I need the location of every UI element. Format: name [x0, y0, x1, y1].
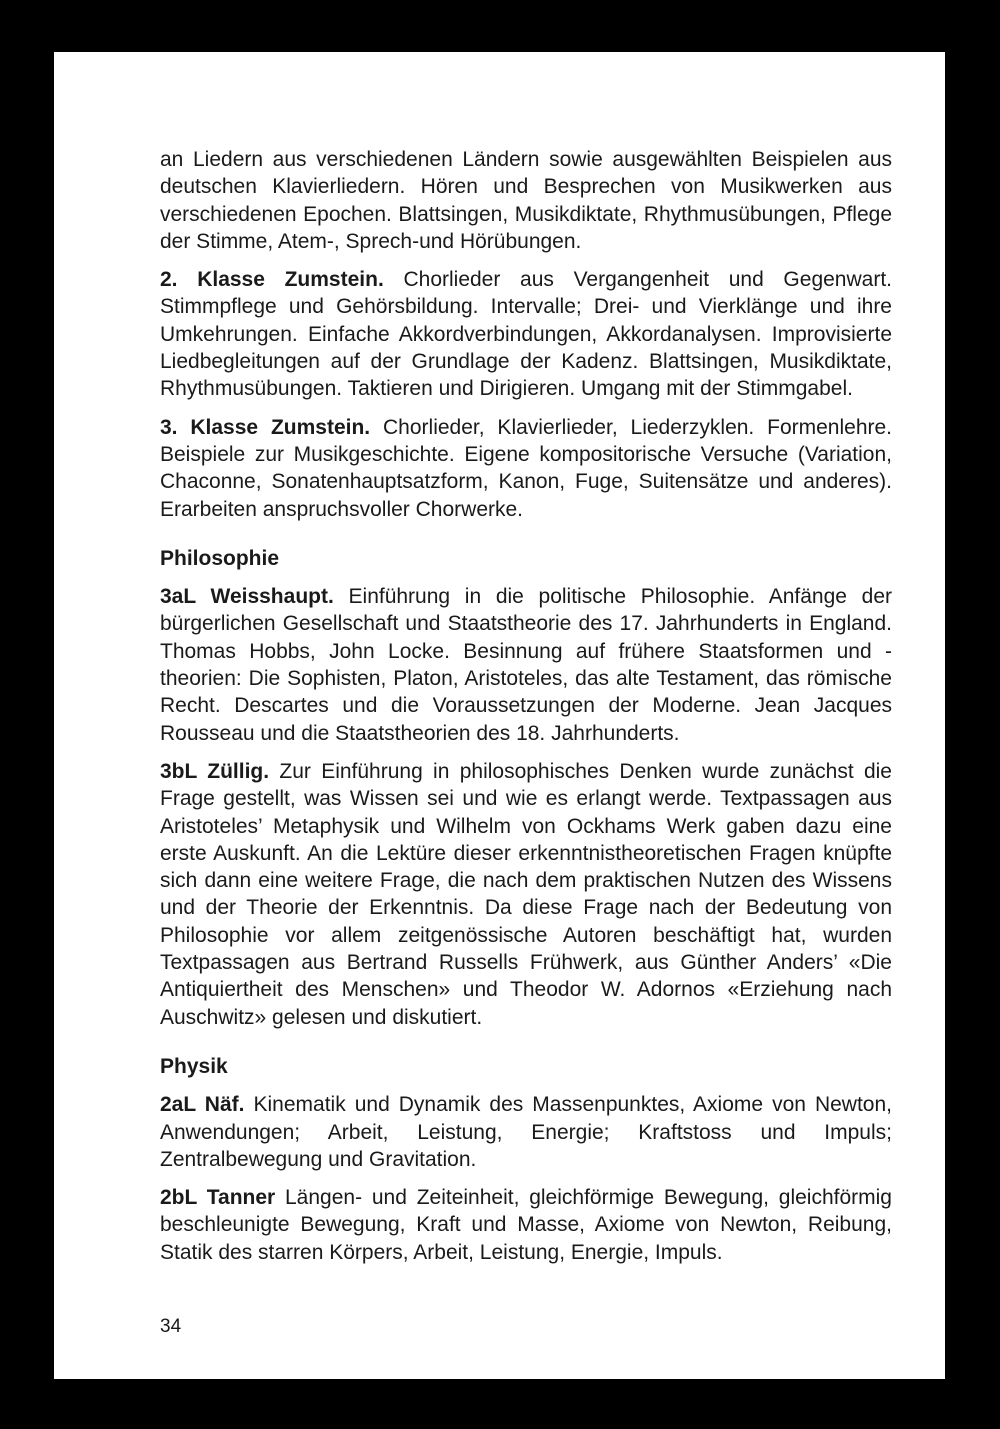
paragraph-text: Kinematik und Dynamik des Massenpunktes, Axiome von Newton, Anwendungen; Arbeit, Leistung, Energie; Kraftstoss und Impuls; Zentralbewegung und Gravitation.	[160, 1093, 892, 1171]
section-heading-physik: Physik	[160, 1054, 228, 1078]
page-content	[160, 146, 892, 1266]
document-page	[54, 52, 945, 1379]
paragraph-philosophie-3bl	[160, 758, 892, 1031]
paragraph-text: Chorlieder, Klavierlieder, Liederzyklen. Formenlehre. Beispiele zur Musikgeschichte. Eigene kompositorische Versuche (Variation, Chaconne, Sonatenhauptsatzform, Kanon, Fuge, Suitensätze und anderes). Erarbeiten anspruchsvoller Chorwerke.	[160, 415, 893, 521]
paragraph-text: Chorlieder aus Vergangenheit und Gegenwart. Stimmpflege und Gehörsbildung. Intervalle; Drei- und Vierklänge und ihre Umkehrungen. Einfache Akkordverbindungen, Akkordanalysen. Improvisierte Liedbegleitungen auf der Grundlage der Kadenz. Blattsingen, Musikdiktate, Rhythmusübungen. Taktieren und Dirigieren. Umgang mit der Stimmgabel.	[160, 268, 892, 401]
paragraph-music-class-3	[160, 414, 892, 523]
paragraph-text: Längen- und Zeiteinheit, gleichförmige Bewegung, gleichförmig beschleunigte Bewegung, Kraft und Masse, Axiome von Newton, Reibung, Statik des starren Körpers, Arbeit, Leistung, Energie, Impuls.	[160, 1186, 892, 1264]
paragraph-lead: 3bL Züllig.	[160, 759, 270, 783]
paragraph-lead: 3aL Weisshaupt.	[160, 585, 334, 609]
paragraph-text: Einführung in die politische Philosophie. Anfänge der bürgerlichen Gesellschaft und Staatstheorie des 17. Jahrhunderts in England. Thomas Hobbs, John Locke. Besinnung auf frühere Staatsformen und -theorien: Die Sophisten, Platon, Aristoteles, das alte Testament, das römische Recht. Descartes und die Voraussetzungen der Moderne. Jean Jacques Rousseau und die Staatstheorien des 18. Jahrhunderts.	[160, 585, 893, 745]
section-heading-philosophie: Philosophie	[160, 546, 280, 570]
paragraph-music-class-2	[160, 266, 892, 402]
paragraph-lead: 3. Klasse Zumstein.	[160, 415, 371, 439]
paragraph-physik-2bl	[160, 1184, 892, 1266]
paragraph-lead: 2. Klasse Zumstein.	[160, 268, 384, 292]
page-number: 34	[160, 1316, 182, 1337]
paragraph-physik-2al	[160, 1091, 892, 1173]
paragraph-lead: 2bL Tanner	[160, 1186, 276, 1210]
paragraph-text: an Liedern aus verschiedenen Ländern sowie ausgewählten Beispielen aus deutschen Klavierliedern. Hören und Besprechen von Musikwerken aus verschiedenen Epochen. Blattsingen, Musikdiktate, Rhythmusübungen, Pflege der Stimme, Atem-, Sprech-und Hörübungen.	[160, 148, 892, 253]
paragraph-lead: 2aL Näf.	[160, 1093, 245, 1117]
paragraph-philosophie-3al	[160, 583, 892, 747]
paragraph-text: Zur Einführung in philosophisches Denken wurde zunächst die Frage gestellt, was Wissen sei und wie es erlangt werde. Textpassagen aus Aristoteles’ Metaphysik und Wilhelm von Ockhams Werk gaben dazu eine erste Auskunft. An die Lektüre dieser erkenntnistheoretischen Fragen knüpfte sich dann eine weitere Frage, die nach dem praktischen Nutzen des Wissens und der Theorie der Erkenntnis. Da diese Frage nach der Bedeutung von Philosophie vor allem zeitgenössische Autoren beschäftigt hat, wurden Textpassagen aus Bertrand Russells Frühwerk, aus Günther Anders’ «Die Antiquiertheit des Menschen» und Theodor W. Adornos «Erziehung nach Auschwitz» gelesen und diskutiert.	[160, 759, 892, 1029]
paragraph-music-continuation	[160, 146, 892, 255]
